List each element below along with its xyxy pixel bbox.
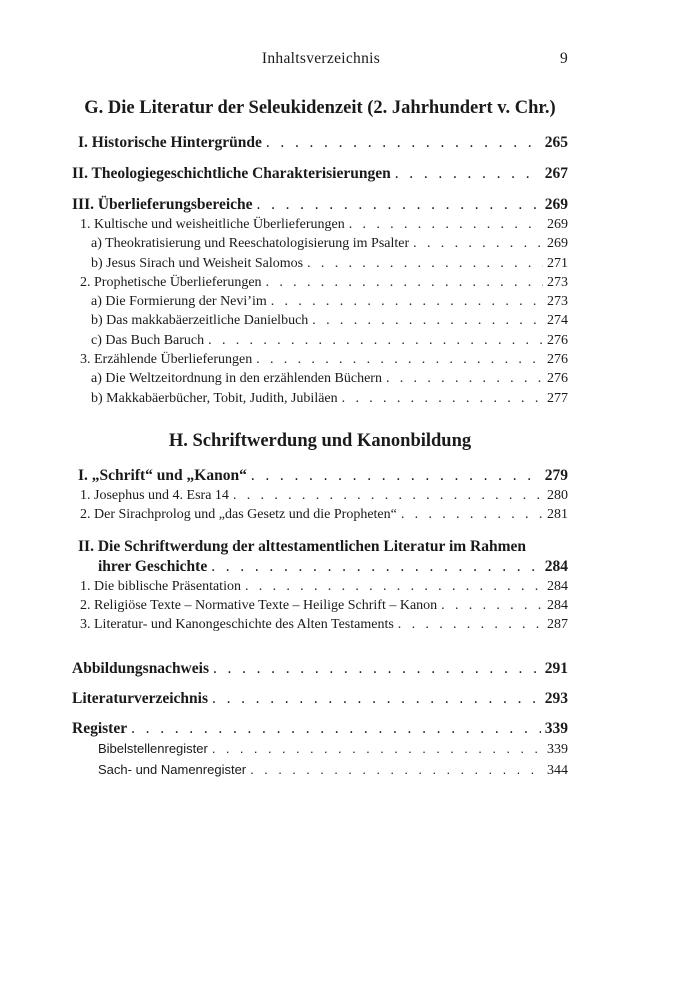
- entry-page: 271: [547, 255, 568, 271]
- running-title: Inhaltsverzeichnis: [261, 50, 381, 67]
- entry-label: b) Makkabäerbücher, Tobit, Judith, Jubiläen: [91, 390, 338, 406]
- leader-dots: [401, 505, 543, 524]
- entry-label: 1. Josephus und 4. Esra 14: [80, 487, 229, 503]
- entry-label: a) Die Formierung der Nevi’im: [91, 294, 267, 310]
- table-of-contents: [72, 96, 568, 780]
- leader-dots: [307, 254, 543, 273]
- entry-page: 339: [544, 720, 568, 738]
- leader-dots: [208, 331, 543, 350]
- toc-entry[interactable]: [72, 739, 568, 759]
- entry-label: b) Das makkabäerzeitliche Danielbuch: [91, 313, 309, 329]
- toc-entry[interactable]: [72, 350, 568, 369]
- leader-dots: [395, 164, 541, 184]
- toc-entry[interactable]: [72, 234, 568, 253]
- entry-label: II. Theologiegeschichtliche Charakterisierungen: [72, 165, 391, 182]
- entry-page: 273: [547, 294, 568, 310]
- leader-dots: [349, 215, 543, 234]
- entry-label: 3. Literatur- und Kanongeschichte des Alten Testaments: [80, 617, 394, 633]
- entry-label: Bibelstellenregister: [98, 741, 208, 757]
- leader-dots: [312, 311, 543, 330]
- entry-page: 287: [547, 617, 568, 633]
- entry-page: 274: [547, 313, 568, 329]
- entry-page: 276: [547, 332, 568, 348]
- toc-entry[interactable]: [72, 466, 568, 486]
- leader-dots: [213, 659, 541, 679]
- leader-dots: [386, 369, 543, 388]
- section-title-h: H. Schriftwerdung und Kanonbildung: [168, 430, 472, 451]
- toc-entry[interactable]: [72, 331, 568, 350]
- entry-label: 2. Religiöse Texte – Normative Texte – Heilige Schrift – Kanon: [80, 597, 438, 613]
- page-number: 9: [560, 50, 568, 67]
- leader-dots: [413, 234, 543, 253]
- entry-page: 344: [547, 762, 568, 778]
- entry-label: a) Die Weltzeitordnung in den erzählenden Büchern: [91, 371, 382, 387]
- entry-label: b) Jesus Sirach und Weisheit Salomos: [91, 255, 304, 271]
- toc-entry[interactable]: [72, 505, 568, 524]
- toc-entry[interactable]: [72, 596, 568, 615]
- leader-dots: [245, 577, 543, 596]
- entry-label: 2. Prophetische Überlieferungen: [80, 274, 262, 290]
- toc-entry[interactable]: [72, 311, 568, 330]
- leader-dots: [398, 615, 543, 634]
- entry-page: 267: [544, 165, 568, 182]
- toc-entry[interactable]: [72, 486, 568, 505]
- entry-page: 279: [544, 466, 568, 484]
- entry-label: a) Theokratisierung und Reeschatologisierung im Psalter: [91, 236, 410, 252]
- toc-entry[interactable]: [72, 292, 568, 311]
- leader-dots: [441, 596, 543, 615]
- entry-page: 269: [547, 236, 568, 252]
- entry-page: 273: [547, 274, 568, 290]
- entry-label: I. „Schrift“ und „Kanon“: [78, 466, 247, 484]
- leader-dots: [257, 195, 541, 215]
- entry-page: 284: [544, 557, 568, 575]
- toc-entry[interactable]: [72, 659, 568, 679]
- entry-label: 1. Kultische und weisheitliche Überlieferungen: [80, 217, 345, 232]
- toc-entry[interactable]: [72, 689, 568, 709]
- entry-page: 284: [547, 578, 568, 594]
- leader-dots: [212, 689, 541, 709]
- leader-dots: [131, 719, 541, 739]
- entry-page: 339: [547, 742, 568, 758]
- entry-page: 276: [547, 352, 568, 368]
- entry-page: 293: [544, 690, 568, 708]
- toc-entry[interactable]: [72, 215, 568, 234]
- page-header: [0, 50, 686, 72]
- toc-entry[interactable]: [72, 273, 568, 292]
- entry-label: III. Überlieferungsbereiche: [72, 196, 253, 213]
- entry-page: 277: [547, 390, 568, 406]
- entry-label: I. Historische Hintergründe: [78, 134, 262, 151]
- toc-entry-wrapped-second-line[interactable]: [72, 557, 568, 577]
- entry-label: Sach- und Namenregister: [98, 761, 247, 777]
- entry-page: 276: [547, 371, 568, 387]
- entry-page: 284: [547, 597, 568, 613]
- toc-entry[interactable]: [72, 389, 568, 408]
- toc-entry[interactable]: [72, 577, 568, 596]
- entry-page: 269: [547, 217, 568, 232]
- entry-page: 269: [544, 196, 568, 213]
- leader-dots: [251, 466, 541, 486]
- entry-label: c) Das Buch Baruch: [91, 332, 205, 348]
- toc-entry[interactable]: [72, 254, 568, 273]
- leader-dots: [266, 133, 541, 153]
- entry-page: 281: [547, 507, 568, 523]
- entry-label: Literaturverzeichnis: [72, 690, 209, 708]
- toc-entry[interactable]: [72, 195, 568, 215]
- entry-label: 2. Der Sirachprolog und „das Gesetz und die Propheten“: [80, 507, 397, 523]
- leader-dots: [256, 350, 543, 369]
- entry-label: Register: [72, 720, 128, 738]
- toc-entry[interactable]: [72, 164, 568, 184]
- entry-label: 3. Erzählende Überlieferungen: [80, 352, 253, 368]
- entry-page: 280: [547, 487, 568, 503]
- leader-dots: [271, 292, 543, 311]
- toc-entry[interactable]: [72, 615, 568, 634]
- entry-label: ihrer Geschichte: [98, 557, 208, 575]
- leader-dots: [233, 486, 543, 505]
- toc-entry[interactable]: [72, 719, 568, 739]
- entry-label: Abbildungsnachweis: [72, 660, 209, 678]
- entry-page: 291: [544, 660, 568, 678]
- leader-dots: [211, 557, 541, 577]
- toc-entry[interactable]: [72, 760, 568, 780]
- toc-entry[interactable]: [72, 369, 568, 388]
- entry-page: 265: [544, 134, 568, 151]
- toc-entry-wrapped-first-line[interactable]: II. Die Schriftwerdung der alttestamentlichen Literatur im Rahmen: [78, 537, 527, 555]
- leader-dots: [212, 739, 543, 758]
- section-title-g: G. Die Literatur der Seleukidenzeit (2. Jahrhundert v. Chr.): [84, 98, 556, 118]
- leader-dots: [342, 389, 543, 408]
- toc-entry[interactable]: [72, 133, 568, 153]
- leader-dots: [266, 273, 543, 292]
- entry-label: 1. Die biblische Präsentation: [80, 578, 241, 594]
- leader-dots: [250, 760, 543, 779]
